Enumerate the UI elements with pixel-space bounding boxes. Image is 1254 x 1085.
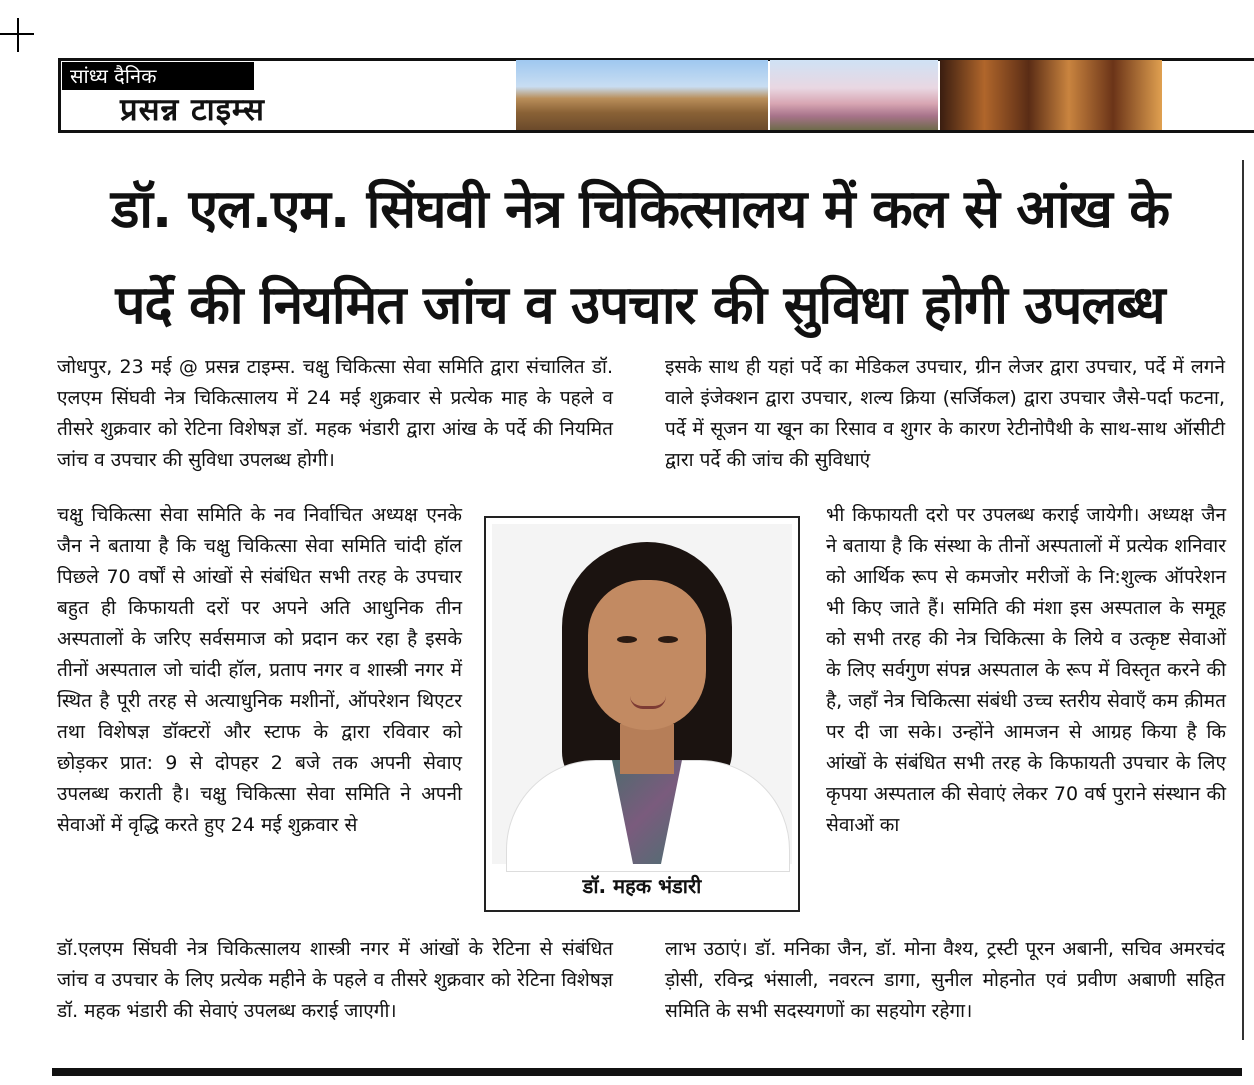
article-col1-mid-text: चक्षु चिकित्सा सेवा समिति के नव निर्वाचित अध्यक्ष एनके जैन ने बताया है कि चक्षु चिकित्सा सेवा समिति चांदी हॉल पिछले 70 वर्षों से आंखों से संबंधित सभी तरह के उपचार बहुत ही किफायती दरों पर अपने अति आधुनिक तीन अस्पतालों के जरिए सर्वसमाज को प्रदान कर रहा है इसके तीनों अस्पताल जो चांदी हॉल, प्रताप नगर व शास्त्री नगर में स्थित है पूरी तरह से अत्याधुनिक मशीनों, ऑपरेशन थिएटर तथा विशेषज्ञ डॉक्टरों और स्टाफ के द्वारा रविवार को छोड़कर प्रात: 9 से दोपहर 2 बजे तक अपनी सेवाए उपलब्ध कराती है। चक्षु चिकित्सा सेवा समिति ने अपनी सेवाओं में वृद्धि करते हुए 24 मई शुक्रवार से xyxy=(57,504,462,836)
doctor-photo-box xyxy=(484,516,800,912)
crop-mark-vertical xyxy=(17,18,19,52)
article-column-2-top xyxy=(665,352,1225,476)
photo-caption: डॉ. महक भंडारी xyxy=(582,874,702,898)
headline-line-1: डॉ. एल.एम. सिंघवी नेत्र चिकित्सालय में कल से आंख के xyxy=(110,179,1170,240)
bottom-rule xyxy=(52,1068,1242,1076)
masthead-left-rule xyxy=(58,58,61,133)
portrait-eye-left xyxy=(617,636,637,643)
article-col2-top-text: इसके साथ ही यहां पर्दे का मेडिकल उपचार, ग्रीन लेजर द्वारा उपचार, पर्दे में लगने वाले इंजेक्शन द्वारा उपचार, शल्य क्रिया (सर्जिकल) द्वारा उपचार जैसे-पर्दा फटना, पर्दे में सूजन या खून का रिसाव व शुगर के कारण रेटीनोपैथी के साथ-साथ ऑसीटी द्वारा पर्दे की जांच की सुविधाएं xyxy=(665,356,1225,471)
article-lead xyxy=(57,352,613,476)
article-column-1-bottom xyxy=(57,934,613,1027)
article-column-1-middle xyxy=(57,500,462,841)
masthead-label: सांध्य दैनिक xyxy=(62,62,254,90)
masthead xyxy=(58,58,1254,133)
article-col2-mid-text: भी किफायती दरो पर उपलब्ध कराई जायेगी। अध्यक्ष जैन ने बताया है कि संस्था के तीनों अस्पतालों में प्रत्येक शनिवार को आर्थिक रूप से कमजोर मरीजों के नि:शुल्क ऑपरेशन भी किए जाते हैं। समिति की मंशा इस अस्पताल के समूह को सभी तरह की नेत्र चिकित्सा के लिये व उत्कृष्ट सेवाओं के लिए सर्वगुण संपन्न अस्पताल के रूप में विस्तृत करने की है, जहाँ नेत्र चिकित्सा संबंधी उच्च स्तरीय सेवाएँ कम क़ीमत पर दी जा सके। उन्होंने आमजन से आग्रह किया है कि आंखों के संबंधित सभी तरह के किफायती उपचार के लिए कृपया अस्पताल की सेवाएं लेकर 70 वर्ष पुराने संस्थान की सेवाओं का xyxy=(826,504,1226,836)
newspaper-name: प्रसन्न टाइम्स xyxy=(120,92,265,128)
masthead-photo-palace xyxy=(770,60,938,130)
masthead-bottom-rule xyxy=(58,130,1254,133)
masthead-photo-fort xyxy=(516,60,768,130)
article-col2-bottom-text: लाभ उठाएं। डॉ. मनिका जैन, डॉ. मोना वैश्य, ट्रस्टी पूरन अबानी, सचिव अमरचंद ड़ोसी, रविन्द्र भंसाली, नवरत्न डागा, सुनील मोहनोत एवं प्रवीण अबाणी सहित समिति के सभी सदस्यगणों का सहयोग रहेगा। xyxy=(665,938,1225,1022)
headline xyxy=(40,162,1240,354)
portrait-neck xyxy=(620,724,674,774)
article-col1-bottom-text: डॉ.एलएम सिंघवी नेत्र चिकित्सालय शास्त्री नगर में आंखों के रेटिना से संबंधित जांच व उपचार के लिए प्रत्येक महीने के पहले व तीसरे शुक्रवार को रेटिना विशेषज्ञ डॉ. महक भंडारी की सेवाएं उपलब्ध कराई जाएगी। xyxy=(57,938,613,1022)
headline-line-2: पर्दे की नियमित जांच व उपचार की सुविधा होगी उपलब्ध xyxy=(115,275,1165,336)
article-column-2-bottom xyxy=(665,934,1225,1027)
portrait-eye-right xyxy=(658,636,678,643)
doctor-portrait xyxy=(492,524,792,864)
right-column-rule xyxy=(1242,160,1244,1040)
masthead-photo-street xyxy=(940,60,1162,130)
article-lead-text: जोधपुर, 23 मई @ प्रसन्न टाइम्स. चक्षु चिकित्सा सेवा समिति द्वारा संचालित डॉ. एलएम सिंघवी नेत्र चिकित्सालय में 24 मई शुक्रवार से प्रत्येक माह के पहले व तीसरे शुक्रवार को रेटिना विशेषज्ञ डॉ. महक भंडारी द्वारा आंख के पर्दे की नियमित जांच व उपचार की सुविधा उपलब्ध होगी। xyxy=(57,356,613,471)
article-column-2-middle xyxy=(826,500,1226,841)
